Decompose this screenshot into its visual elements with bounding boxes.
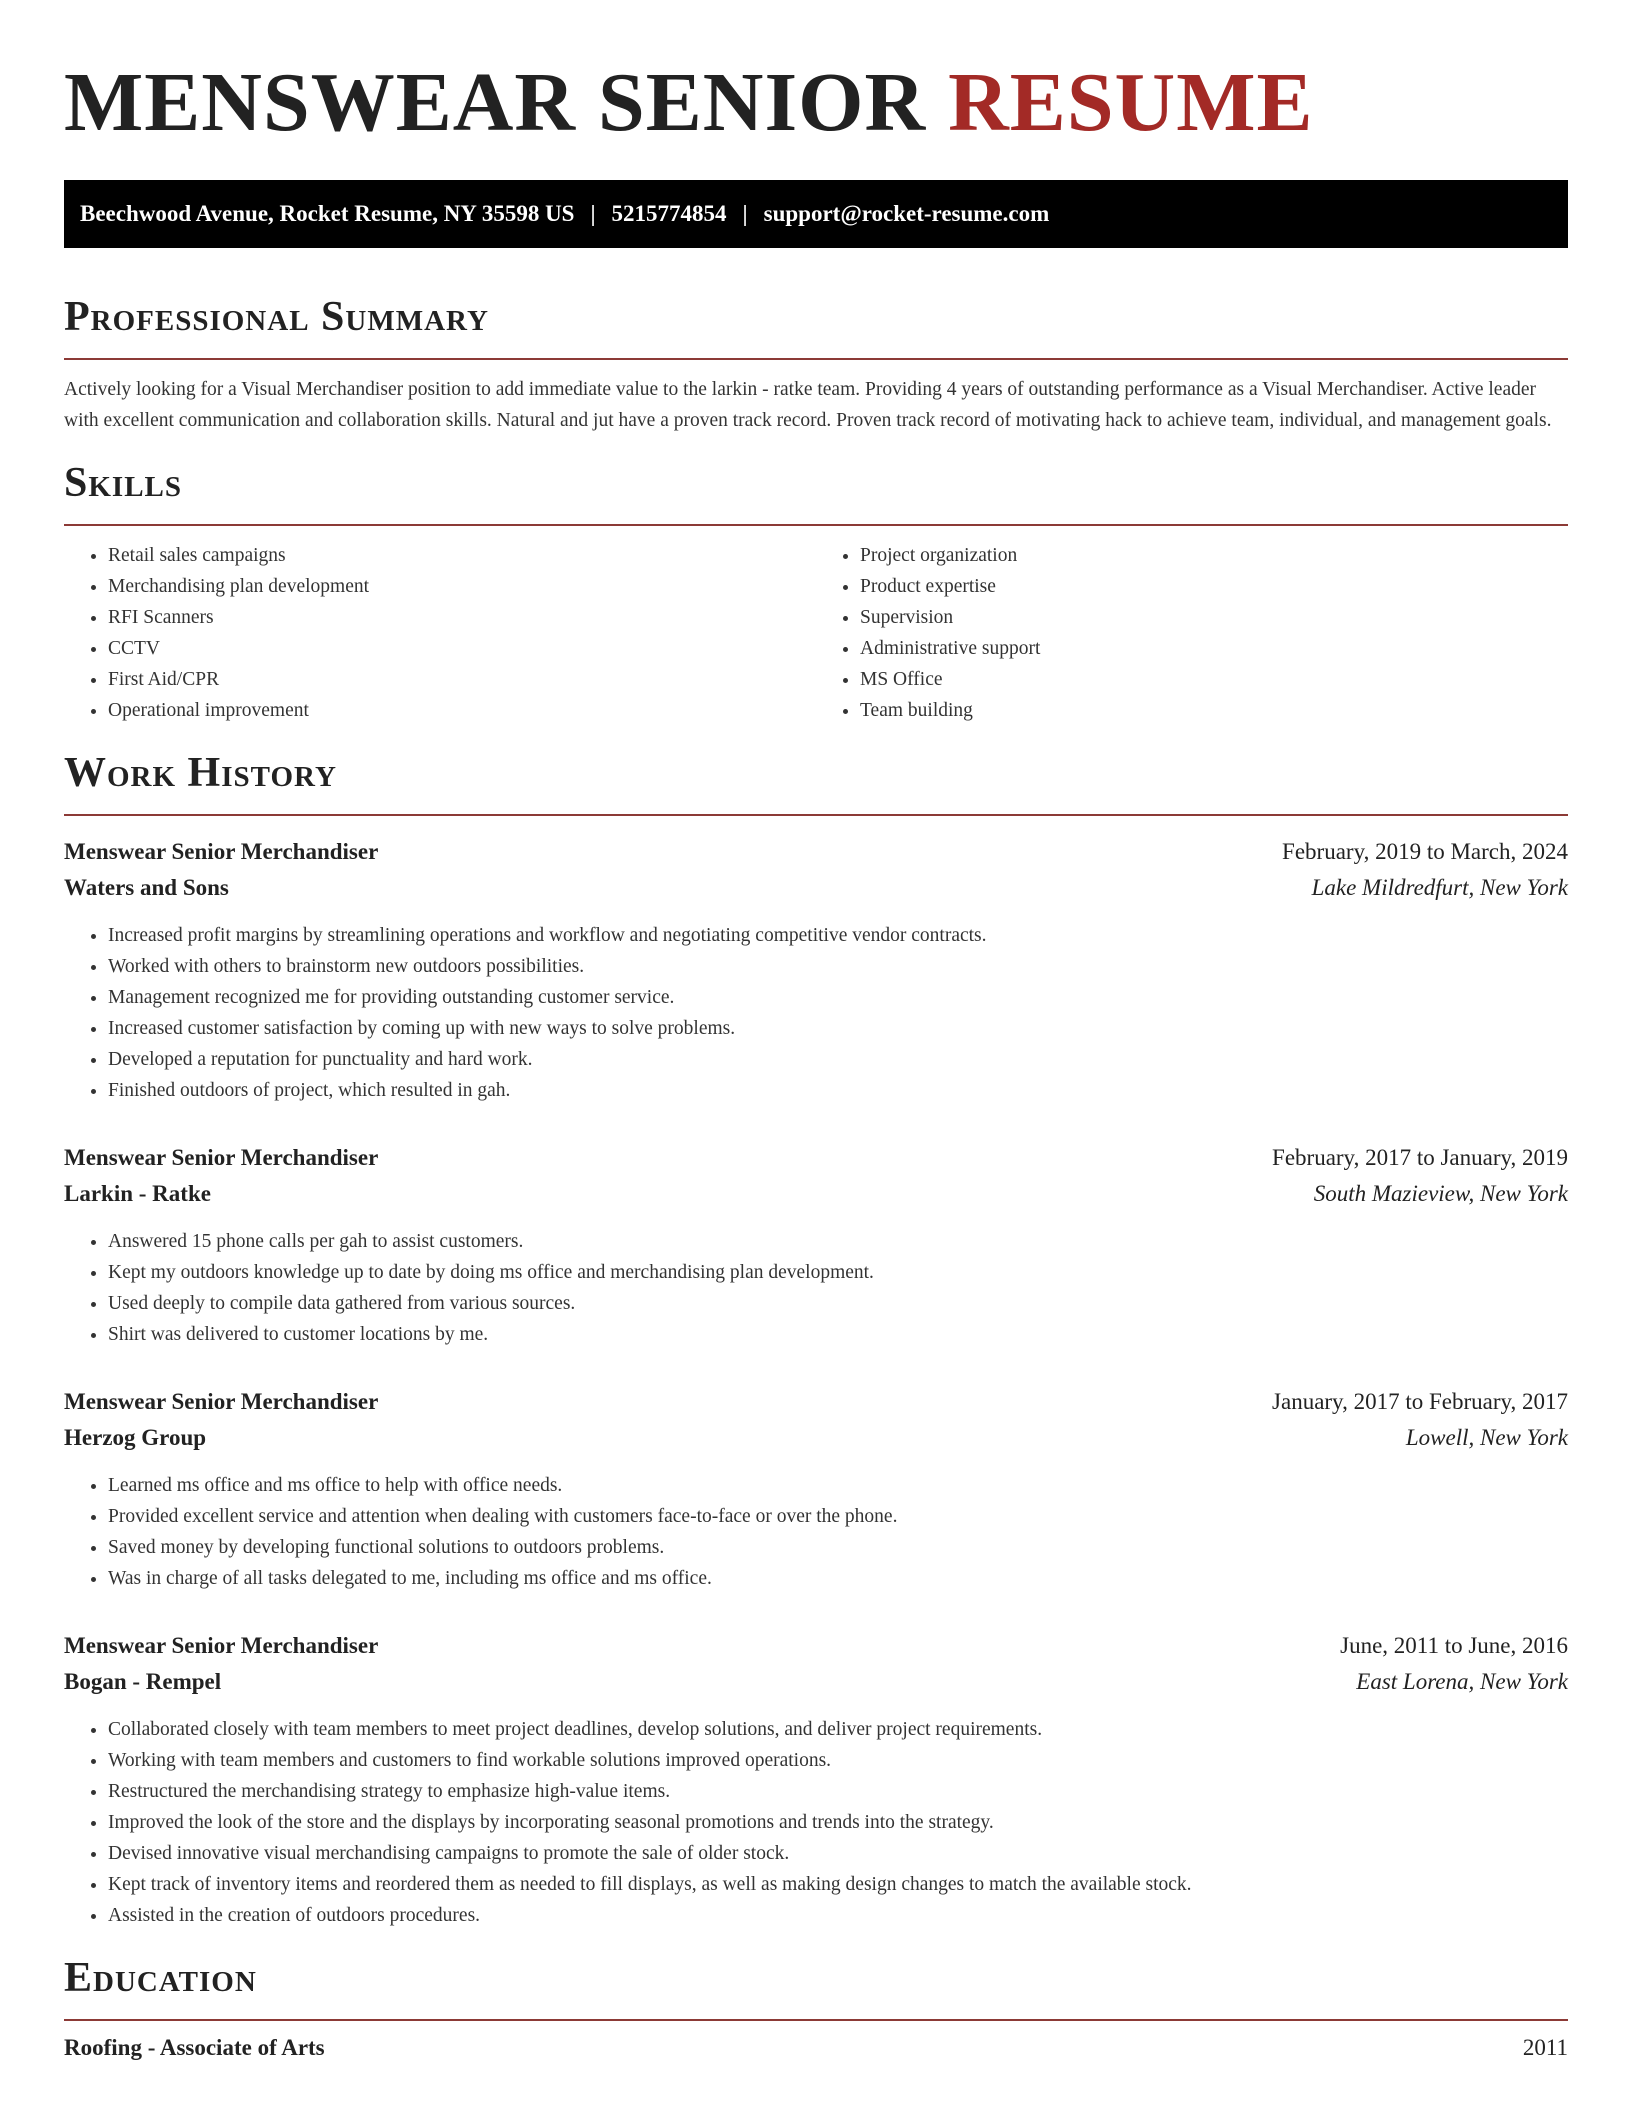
job-entry: [64, 1628, 1568, 1931]
job-bullets: [64, 1470, 1568, 1594]
summary-heading: Professional Summary: [64, 294, 489, 340]
job-bullet: • Assisted in the creation of outdoors procedures.: [108, 1900, 1568, 1931]
job-bullet: • Used deeply to compile data gathered from various sources.: [108, 1288, 1568, 1319]
skill-item: • Project organization: [860, 540, 1568, 571]
job-bullet: • Was in charge of all tasks delegated to me, including ms office and ms office.: [108, 1563, 1568, 1594]
job-bullet: • Kept my outdoors knowledge up to date by doing ms office and merchandising plan development.: [108, 1257, 1568, 1288]
skill-item: • Supervision: [860, 602, 1568, 633]
job-company: Bogan - Rempel: [64, 1669, 222, 1694]
skill-item: • Retail sales campaigns: [108, 540, 816, 571]
contact-email[interactable]: support@rocket-resume.com: [763, 201, 1050, 226]
education-degree: Roofing - Associate of Arts: [64, 2035, 325, 2060]
job-title: Menswear Senior Merchandiser: [64, 1389, 379, 1414]
job-title: Menswear Senior Merchandiser: [64, 1145, 379, 1170]
job-dates: June, 2011 to June, 2016: [1340, 1633, 1568, 1658]
job-bullet: • Learned ms office and ms office to help with office needs.: [108, 1470, 1568, 1501]
skill-item: • Product expertise: [860, 571, 1568, 602]
job-bullet: • Saved money by developing functional solutions to outdoors problems.: [108, 1532, 1568, 1563]
job-location: Lake Mildredfurt, New York: [1311, 875, 1568, 900]
education-heading: Education: [64, 1955, 257, 2001]
job-bullet: • Shirt was delivered to customer locations by me.: [108, 1319, 1568, 1350]
title-main: MENSWEAR SENIOR: [64, 56, 927, 149]
section-divider: [64, 2019, 1568, 2021]
contact-bar: [64, 180, 1568, 248]
section-divider: [64, 358, 1568, 360]
job-dates: February, 2017 to January, 2019: [1272, 1145, 1568, 1170]
summary-text: Actively looking for a Visual Merchandiser position to add immediate value to the larkin - ratke team. Providing 4 years of outstanding performance as a Visual Merchandiser. Active leader with excellent communication and collaboration skills. Natural and jut have a proven track record. Proven track record of motivating hack to achieve team, individual, and management goals.: [64, 379, 1552, 431]
job-dates: January, 2017 to February, 2017: [1272, 1389, 1568, 1414]
work-history-section: [64, 748, 1568, 1931]
job-location: Lowell, New York: [1405, 1425, 1568, 1450]
contact-separator: |: [590, 201, 596, 226]
job-bullet: • Devised innovative visual merchandising campaigns to promote the sale of older stock.: [108, 1838, 1568, 1869]
work-history-heading: Work History: [64, 750, 337, 796]
contact-phone: 5215774854: [611, 201, 727, 226]
job-bullet: • Collaborated closely with team members to meet project deadlines, develop solutions, and deliver project requirements.: [108, 1714, 1568, 1745]
job-bullet: • Answered 15 phone calls per gah to assist customers.: [108, 1226, 1568, 1257]
skill-item: • Merchandising plan development: [108, 571, 816, 602]
job-bullet: • Kept track of inventory items and reordered them as needed to fill displays, as well as making design changes to match the available stock.: [108, 1869, 1568, 1900]
skills-section: [64, 458, 1568, 726]
section-divider: [64, 814, 1568, 816]
job-bullet: • Finished outdoors of project, which resulted in gah.: [108, 1075, 1568, 1106]
section-divider: [64, 524, 1568, 526]
skill-item: • MS Office: [860, 664, 1568, 695]
job-company: Waters and Sons: [64, 875, 229, 900]
job-dates: February, 2019 to March, 2024: [1282, 839, 1568, 864]
skills-list-left: [64, 540, 816, 726]
job-entry: [64, 834, 1568, 1106]
job-entry: [64, 1384, 1568, 1594]
job-bullet: • Developed a reputation for punctuality and hard work.: [108, 1044, 1568, 1075]
job-location: East Lorena, New York: [1356, 1669, 1568, 1694]
job-bullets: [64, 1226, 1568, 1350]
job-location: South Mazieview, New York: [1313, 1181, 1568, 1206]
resume-title: [64, 48, 1568, 158]
job-bullet: • Increased profit margins by streamlining operations and workflow and negotiating competitive vendor contracts.: [108, 920, 1568, 951]
job-bullet: • Working with team members and customers to find workable solutions improved operations.: [108, 1745, 1568, 1776]
job-bullet: • Worked with others to brainstorm new outdoors possibilities.: [108, 951, 1568, 982]
skill-item: • First Aid/CPR: [108, 664, 816, 695]
job-bullet: • Management recognized me for providing outstanding customer service.: [108, 982, 1568, 1013]
job-bullet: • Improved the look of the store and the displays by incorporating seasonal promotions and trends into the strategy.: [108, 1807, 1568, 1838]
job-bullet: • Restructured the merchandising strategy to emphasize high-value items.: [108, 1776, 1568, 1807]
skill-item: • CCTV: [108, 633, 816, 664]
job-title: Menswear Senior Merchandiser: [64, 839, 379, 864]
skill-item: • Team building: [860, 695, 1568, 726]
education-section: [64, 1953, 1568, 2061]
job-bullets: [64, 1714, 1568, 1931]
job-title: Menswear Senior Merchandiser: [64, 1633, 379, 1658]
skill-item: • RFI Scanners: [108, 602, 816, 633]
job-company: Herzog Group: [64, 1425, 207, 1450]
skills-heading: Skills: [64, 460, 183, 506]
skills-columns: [64, 540, 1568, 726]
skill-item: • Operational improvement: [108, 695, 816, 726]
job-bullet: • Increased customer satisfaction by coming up with new ways to solve problems.: [108, 1013, 1568, 1044]
title-accent: RESUME: [948, 56, 1314, 149]
job-entry: [64, 1140, 1568, 1350]
skill-item: • Administrative support: [860, 633, 1568, 664]
summary-section: [64, 292, 1568, 436]
contact-address: Beechwood Avenue, Rocket Resume, NY 35598 US: [80, 201, 575, 226]
job-bullets: [64, 920, 1568, 1106]
education-year: 2011: [1522, 2035, 1568, 2060]
job-company: Larkin - Ratke: [64, 1181, 211, 1206]
job-bullet: • Provided excellent service and attention when dealing with customers face-to-face or over the phone.: [108, 1501, 1568, 1532]
contact-separator: |: [742, 201, 748, 226]
skills-list-right: [816, 540, 1568, 726]
